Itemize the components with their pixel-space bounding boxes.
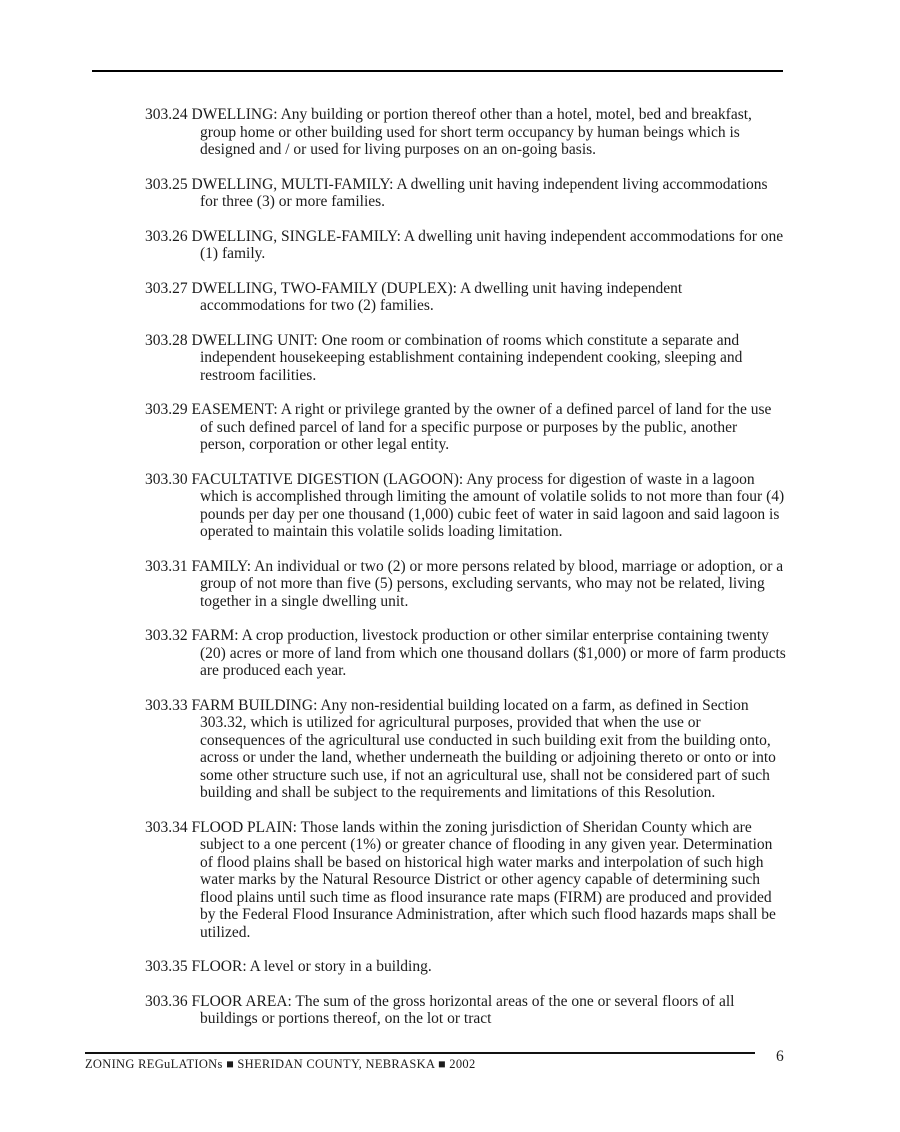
- definition-text: FLOOD PLAIN: Those lands within the zoning jurisdiction of Sheridan County which are subject to a one percent (1%) or greater chance of flooding in any given year. Determination of flood plains shall be based on historical high water marks and interpolation of such high water marks by the Natural Resource District or other agency capable of determining such flood plains until such time as flood insurance rate maps (FIRM) are produced and provided by the Federal Flood Insurance Administration, after which such flood hazards maps shall be utilized.: [191, 818, 776, 941]
- definition-text: FAMILY: An individual or two (2) or more persons related by blood, marriage or adoption, or a group of not more than five (5) persons, excluding servants, who may not be related, living together in a single dwelling unit.: [191, 557, 784, 610]
- definition-paragraph: [145, 471, 786, 541]
- definition-number: 303.33: [145, 696, 188, 714]
- definition-paragraph: [145, 627, 786, 680]
- definition-paragraph: [145, 401, 786, 454]
- page-number: 6: [776, 1048, 784, 1065]
- definition-paragraph: [145, 697, 786, 802]
- definition-number: 303.32: [145, 627, 188, 644]
- definition-number: 303.35: [145, 958, 188, 975]
- definition-number: 303.29: [145, 401, 188, 418]
- definition-number: 303.30: [145, 470, 188, 488]
- definition-text: DWELLING, MULTI-FAMILY: A dwelling unit having independent living accommodations for three (3) or more families.: [191, 175, 768, 210]
- definition-text: DWELLING UNIT: One room or combination of rooms which constitute a separate and independent housekeeping establishment containing independent cooking, sleeping and restroom facilities.: [191, 331, 743, 384]
- top-rule: [92, 70, 783, 72]
- definition-number: 303.27: [145, 279, 188, 297]
- definition-paragraph: [145, 993, 786, 1028]
- definition-text: FLOOR: A level or story in a building.: [191, 958, 432, 975]
- definition-paragraph: [145, 819, 786, 942]
- definition-number: 303.24: [145, 106, 188, 123]
- definition-text: FLOOR AREA: The sum of the gross horizontal areas of the one or several floors of all buildings or portions thereof, on the lot or tract: [191, 992, 735, 1027]
- definition-text: DWELLING: Any building or portion thereof other than a hotel, motel, bed and breakfast, group home or other building used for short term occupancy by human beings which is designed and / or used for living purposes on an on-going basis.: [191, 106, 752, 158]
- definition-text: FARM: A crop production, livestock production or other similar enterprise containing twenty (20) acres or more of land from which one thousand dollars ($1,000) or more of farm products are produced each year.: [191, 627, 786, 679]
- definition-text: FACULTATIVE DIGESTION (LAGOON): Any process for digestion of waste in a lagoon which is accomplished through limiting the amount of volatile solids to not more than four (4) pounds per day per one thousand (1,000) cubic feet of water in said lagoon and said lagoon is operated to maintain this volatile solids loading limitation.: [191, 470, 785, 540]
- definition-text: EASEMENT: A right or privilege granted by the owner of a defined parcel of land for the use of such defined parcel of land for a specific purpose or purposes by the public, another person, corporation or other legal entity.: [191, 401, 772, 453]
- definition-text: FARM BUILDING: Any non-residential building located on a farm, as defined in Section 303.32, which is utilized for agricultural purposes, provided that when the use or consequences of the agricultural use conducted in such building exit from the building onto, across or under the land, whether underneath the building or adjoining thereto or onto or into some other structure such use, if not an agricultural use, shall not be considered part of such building and shall be subject to the requirements and limitations of this Resolution.: [191, 696, 776, 801]
- definition-number: 303.36: [145, 992, 188, 1010]
- definition-paragraph: [145, 228, 786, 263]
- definition-paragraph: [145, 106, 786, 159]
- definition-number: 303.34: [145, 818, 188, 836]
- definition-number: 303.25: [145, 175, 188, 193]
- definition-text: DWELLING, SINGLE-FAMILY: A dwelling unit having independent accommodations for one (1) family.: [191, 227, 784, 262]
- definition-paragraph: [145, 558, 786, 611]
- definition-paragraph: [145, 176, 786, 211]
- definition-paragraph: [145, 332, 786, 385]
- definition-number: 303.26: [145, 227, 188, 245]
- footer-text: ZONING REGuLATIONs ■ SHERIDAN COUNTY, NEBRASKA ■ 2002: [85, 1057, 476, 1071]
- definition-text: DWELLING, TWO-FAMILY (DUPLEX): A dwelling unit having independent accommodations for two (2) families.: [191, 279, 683, 314]
- definition-paragraph: [145, 280, 786, 315]
- definition-number: 303.31: [145, 557, 188, 575]
- footer-rule: [85, 1052, 755, 1054]
- definition-number: 303.28: [145, 331, 188, 349]
- document-body: [145, 106, 786, 1045]
- definition-paragraph: [145, 958, 786, 976]
